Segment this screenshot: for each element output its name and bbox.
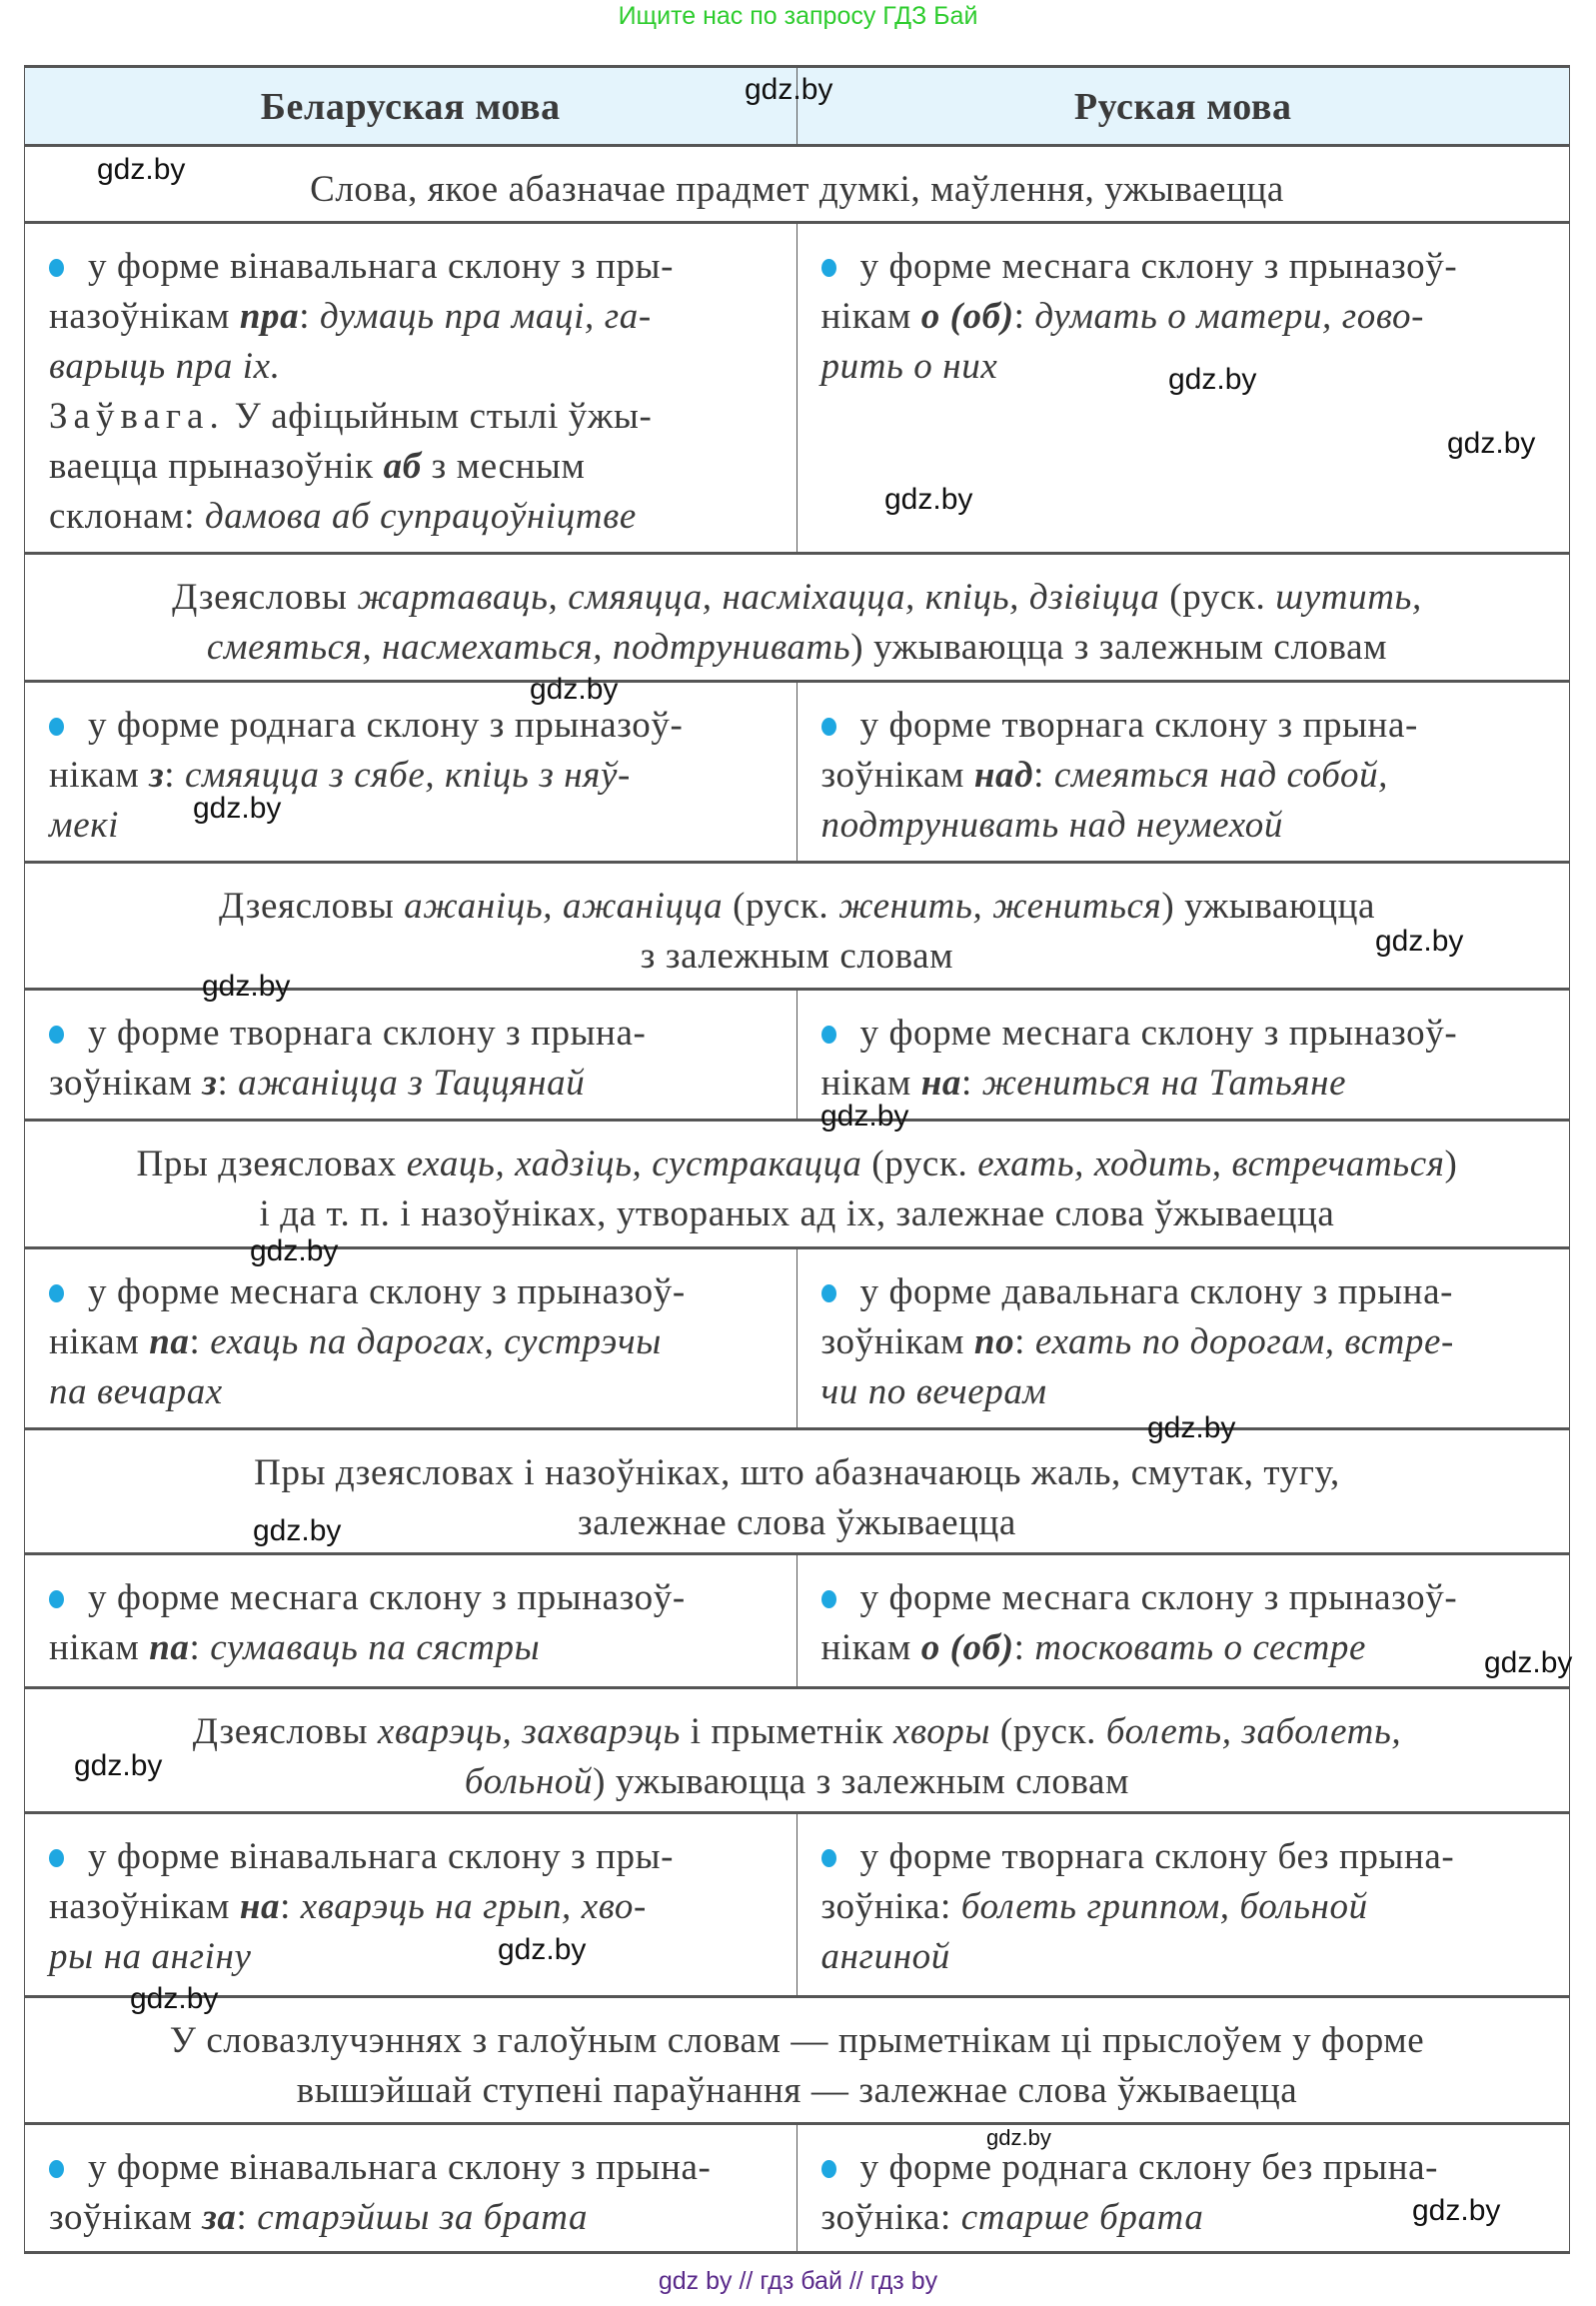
watermark: gdz.by — [193, 792, 282, 825]
text-segment: у форме меснага склону з прыназоў- — [88, 1271, 686, 1312]
header-russian: Руская мова — [1073, 86, 1292, 128]
preposition-emphasis: над — [973, 755, 1034, 796]
text-line — [821, 1623, 1546, 1673]
example-text: думать о матери, гово- — [1034, 296, 1425, 337]
usage-row — [25, 988, 1569, 1119]
text-segment: : — [1014, 1321, 1035, 1362]
footer-links[interactable]: gdz by // гдз бай // гдз by — [658, 2267, 938, 2295]
text-segment: у форме творнага склону без прына- — [859, 1836, 1455, 1877]
text-line — [49, 442, 773, 492]
text-line — [45, 1448, 1549, 1498]
text-line — [49, 1059, 773, 1109]
text-line — [45, 882, 1549, 932]
preposition-emphasis: па — [149, 1321, 190, 1362]
rule-row — [25, 1119, 1569, 1246]
text-line — [821, 1932, 1546, 1982]
text-segment: у форме вінавальнага склону з пры- — [88, 1836, 675, 1877]
text-segment: з залежным словам — [640, 936, 954, 977]
text-segment: у форме роднага склону без прына- — [859, 2147, 1439, 2188]
text-line — [49, 1367, 773, 1417]
watermark: gdz.by — [745, 73, 833, 106]
text-line — [45, 2016, 1549, 2066]
text-segment: нікам — [49, 755, 150, 796]
text-line — [49, 751, 773, 801]
example-text: смяяцца з сябе, кпіць з няў- — [184, 755, 631, 796]
text-segment: : — [164, 755, 185, 796]
text-segment: : — [1013, 1627, 1035, 1668]
text-line — [821, 1882, 1546, 1932]
text-segment: у форме давальнага склону з прына- — [859, 1271, 1454, 1312]
belarusian-cell — [25, 2125, 798, 2251]
preposition-emphasis: о (об) — [920, 1627, 1014, 1668]
rule-cell — [25, 147, 1569, 221]
text-line — [821, 1832, 1546, 1882]
example-text: ехать по дорогам, встре- — [1034, 1321, 1454, 1362]
watermark: gdz.by — [820, 1100, 909, 1133]
text-segment: залежнае слова ўжываецца — [578, 1502, 1016, 1543]
search-hint-link[interactable]: Ищите нас по запросу ГДЗ Бай — [618, 2, 978, 30]
text-segment: нікам — [820, 296, 921, 337]
usage-row — [25, 1811, 1569, 1995]
text-segment: назоўнікам — [49, 296, 240, 337]
bullet-icon — [49, 259, 64, 277]
text-segment: у форме меснага склону з прыназоў- — [859, 1577, 1458, 1618]
belarusian-cell — [25, 1555, 798, 1686]
example-text: ехать, ходить, встречаться — [977, 1144, 1445, 1184]
text-segment: з месным — [421, 446, 586, 487]
text-segment: У афіцыйным стылі ўжы- — [224, 396, 653, 437]
example-text: больной — [464, 1761, 594, 1802]
text-line — [821, 1573, 1546, 1623]
russian-cell — [798, 991, 1570, 1119]
text-segment: у форме меснага склону з прыназоў- — [859, 1013, 1458, 1054]
watermark: gdz.by — [1375, 925, 1464, 958]
text-segment: ) ужываюцца з залежным словам — [850, 627, 1388, 668]
text-line — [821, 1267, 1546, 1317]
text-segment: і да т. п. і назоўніках, утвораных ад іх, залежнае слова ўжываецца — [259, 1193, 1335, 1234]
text-segment: : — [280, 1886, 301, 1927]
example-text: жениться на Татьяне — [981, 1063, 1347, 1104]
text-segment: у форме вінавальнага склону з прына- — [88, 2147, 712, 2188]
text-segment: зоўнікам — [49, 2197, 203, 2238]
text-line — [49, 392, 773, 442]
text-line — [821, 801, 1546, 851]
text-line — [49, 2193, 773, 2243]
text-line — [45, 1189, 1549, 1239]
text-segment: у форме меснага склону з прыназоў- — [88, 1577, 686, 1618]
example-text: тосковать о сестре — [1034, 1627, 1367, 1668]
text-line — [45, 1757, 1549, 1807]
example-text: смеяться над собой, — [1053, 755, 1389, 796]
bullet-icon — [49, 1284, 64, 1302]
usage-row — [25, 1552, 1569, 1686]
russian-cell — [798, 1555, 1573, 1686]
text-line — [45, 1707, 1549, 1757]
text-line — [49, 1009, 773, 1059]
usage-row — [25, 1246, 1569, 1427]
rule-row — [25, 861, 1569, 988]
text-segment: ваецца прыназоўнік — [49, 446, 384, 487]
watermark: gdz.by — [130, 1982, 219, 2015]
text-segment: у форме творнага склону з прына- — [859, 705, 1418, 746]
text-segment: : — [189, 1627, 211, 1668]
example-text: старэйшы за брата — [257, 2197, 589, 2238]
example-text: подтрунивать над неумехой — [820, 805, 1284, 846]
text-segment: зоўніка: — [820, 1886, 961, 1927]
bullet-icon — [821, 1590, 836, 1608]
watermark: gdz.by — [1412, 2194, 1501, 2227]
belarusian-cell — [25, 683, 798, 861]
text-segment: зоўніка: — [820, 2197, 961, 2238]
example-text: рить о них — [820, 346, 998, 387]
example-text: ехаць, хадзіць, сустракацца — [406, 1144, 862, 1184]
text-line — [49, 701, 773, 751]
text-segment: Дзеясловы — [192, 1711, 378, 1752]
note-label: Заўвага. — [49, 396, 225, 437]
text-segment: Пры дзеясловах — [136, 1144, 407, 1184]
text-line — [49, 1317, 773, 1367]
watermark: gdz.by — [530, 673, 619, 706]
example-text: думаць пра маці, га- — [319, 296, 652, 337]
text-segment: ) ужываюцца — [1161, 886, 1376, 927]
example-text: болеть, заболеть, — [1105, 1711, 1402, 1752]
watermark: gdz.by — [1484, 1646, 1573, 1679]
example-text: ажаніцца з Таццянай — [238, 1063, 586, 1104]
text-segment: : — [1013, 296, 1035, 337]
example-text: чи по вечерам — [820, 1371, 1047, 1412]
text-line — [45, 165, 1549, 215]
text-segment: назоўнікам — [49, 1886, 240, 1927]
rule-cell — [25, 1689, 1569, 1811]
text-segment: нікам — [820, 1627, 921, 1668]
text-segment: ) ужываюцца з залежным словам — [593, 1761, 1130, 1802]
preposition-emphasis: з — [202, 1063, 218, 1104]
bullet-icon — [49, 2160, 64, 2178]
text-segment: у форме творнага склону з прына- — [88, 1013, 647, 1054]
text-line — [821, 1317, 1546, 1367]
example-text: ры на ангіну — [49, 1936, 252, 1977]
text-segment: : — [299, 296, 320, 337]
example-text: ехаць па дарогах, сустрэчы — [210, 1321, 662, 1362]
text-segment: зоўнікам — [820, 755, 974, 796]
text-line — [49, 2143, 773, 2193]
text-segment: Слова, якое абазначае прадмет думкі, маўлення, ужываецца — [310, 169, 1284, 210]
bullet-icon — [821, 718, 836, 736]
text-segment: : — [217, 1063, 239, 1104]
text-segment: : — [189, 1321, 211, 1362]
text-segment: зоўнікам — [820, 1321, 974, 1362]
example-text: старше брата — [960, 2197, 1204, 2238]
text-segment: Дзеясловы — [172, 577, 358, 618]
preposition-emphasis: па — [149, 1627, 190, 1668]
text-segment: : — [960, 1063, 982, 1104]
preposition-emphasis: з — [149, 755, 165, 796]
bullet-icon — [821, 2160, 836, 2178]
text-line — [821, 1367, 1546, 1417]
bullet-icon — [821, 259, 836, 277]
text-line — [45, 1140, 1549, 1189]
grammar-comparison-table — [24, 65, 1573, 2254]
text-segment: вышэйшай ступені параўнання — залежнае слова ўжываецца — [296, 2070, 1298, 2111]
text-line — [49, 342, 773, 392]
text-segment: склонам: — [49, 496, 205, 537]
belarusian-cell — [25, 224, 798, 552]
russian-cell — [798, 1814, 1570, 1995]
watermark: gdz.by — [884, 483, 973, 516]
text-segment: ) — [1444, 1144, 1458, 1184]
usage-row — [25, 2122, 1569, 2251]
bullet-icon — [49, 1849, 64, 1867]
text-segment: у форме роднага склону з прыназоў- — [88, 705, 684, 746]
belarusian-cell — [25, 1814, 798, 1995]
watermark: gdz.by — [498, 1933, 587, 1966]
text-line — [49, 1573, 773, 1623]
text-line — [49, 1267, 773, 1317]
text-line — [821, 292, 1546, 342]
example-text: жартаваць, смяяцца, насміхацца, кпіць, дзівіцца — [357, 577, 1160, 618]
text-line — [49, 1832, 773, 1882]
example-text: хварэць на грып, хво- — [300, 1886, 647, 1927]
watermark: gdz.by — [1147, 1411, 1236, 1444]
text-segment: нікам — [49, 1627, 150, 1668]
text-segment: Пры дзеясловах і назоўніках, што абазначаюць жаль, смутак, тугу, — [254, 1452, 1340, 1493]
bullet-icon — [821, 1026, 836, 1044]
text-line — [821, 1059, 1546, 1109]
text-line — [821, 242, 1546, 292]
preposition-emphasis: по — [973, 1321, 1015, 1362]
example-text: ажаніць, ажаніцца — [404, 886, 724, 927]
text-segment: у форме меснага склону з прыназоў- — [859, 246, 1458, 287]
text-line — [49, 492, 773, 542]
rule-row — [25, 144, 1569, 221]
watermark: gdz.by — [986, 2125, 1051, 2150]
example-text: болеть гриппом, больной — [960, 1886, 1368, 1927]
example-text: шутить, — [1275, 577, 1422, 618]
text-segment: У словазлучэннях з галоўным словам — прыметнікам ці прыслоўем у форме — [169, 2020, 1425, 2061]
preposition-emphasis: на — [920, 1063, 961, 1104]
text-line — [821, 1009, 1546, 1059]
bullet-icon — [821, 1284, 836, 1302]
bullet-icon — [49, 1590, 64, 1608]
bullet-icon — [49, 718, 64, 736]
belarusian-cell — [25, 991, 798, 1119]
rule-row — [25, 1995, 1569, 2122]
text-segment: : — [236, 2197, 258, 2238]
example-text: женить, жениться — [838, 886, 1162, 927]
belarusian-cell — [25, 1249, 798, 1427]
text-line — [45, 2066, 1549, 2116]
watermark: gdz.by — [1168, 363, 1257, 396]
russian-cell — [798, 2125, 1570, 2251]
example-text: варыць пра іх. — [49, 346, 281, 387]
bullet-icon — [49, 1026, 64, 1044]
text-segment: у форме вінавальнага склону з пры- — [88, 246, 675, 287]
text-line — [49, 801, 773, 851]
example-text: смеяться, насмехаться, подтрунивать — [206, 627, 851, 668]
rule-row — [25, 1686, 1569, 1811]
watermark: gdz.by — [250, 1234, 339, 1267]
preposition-emphasis: аб — [383, 446, 422, 487]
example-text: сумаваць па сястры — [210, 1627, 541, 1668]
text-line — [49, 1932, 773, 1982]
example-text: мекі — [49, 805, 120, 846]
text-line — [821, 751, 1546, 801]
example-text: ангиной — [820, 1936, 950, 1977]
text-segment: і прыметнік — [680, 1711, 894, 1752]
watermark: gdz.by — [202, 970, 291, 1003]
preposition-emphasis: о (об) — [920, 296, 1014, 337]
text-segment: (руск. — [861, 1144, 978, 1184]
preposition-emphasis: на — [239, 1886, 281, 1927]
preposition-emphasis: пра — [239, 296, 300, 337]
bullet-icon — [821, 1849, 836, 1867]
text-line — [49, 242, 773, 292]
watermark: gdz.by — [74, 1749, 163, 1782]
text-segment: : — [1033, 755, 1054, 796]
text-line — [821, 2143, 1546, 2193]
example-text: хварэць, захварэць — [377, 1711, 681, 1752]
text-line — [45, 573, 1549, 623]
text-segment: (руск. — [990, 1711, 1106, 1752]
text-segment: зоўнікам — [49, 1063, 203, 1104]
rule-row — [25, 552, 1569, 680]
watermark: gdz.by — [97, 153, 186, 186]
text-segment: (руск. — [1159, 577, 1276, 618]
rule-cell — [25, 1122, 1569, 1246]
russian-cell — [798, 683, 1570, 861]
text-segment: Дзеясловы — [218, 886, 405, 927]
example-text: хворы — [893, 1711, 991, 1752]
russian-cell — [798, 1249, 1570, 1427]
text-line — [49, 1623, 773, 1673]
rule-cell — [25, 555, 1569, 680]
text-segment: нікам — [49, 1321, 150, 1362]
text-line — [821, 701, 1546, 751]
preposition-emphasis: за — [202, 2197, 237, 2238]
text-line — [49, 292, 773, 342]
header-belarusian: Беларуская мова — [25, 68, 798, 144]
text-line — [49, 1882, 773, 1932]
example-text: па вечарах — [49, 1371, 223, 1412]
usage-row — [25, 680, 1569, 861]
usage-row — [25, 221, 1569, 552]
watermark: gdz.by — [1447, 427, 1536, 460]
rule-cell — [25, 1998, 1569, 2122]
example-text: дамова аб супрацоўніцтве — [204, 496, 637, 537]
text-line — [45, 623, 1549, 673]
text-segment: нікам — [820, 1063, 921, 1104]
text-segment: (руск. — [723, 886, 839, 927]
watermark: gdz.by — [253, 1514, 342, 1547]
